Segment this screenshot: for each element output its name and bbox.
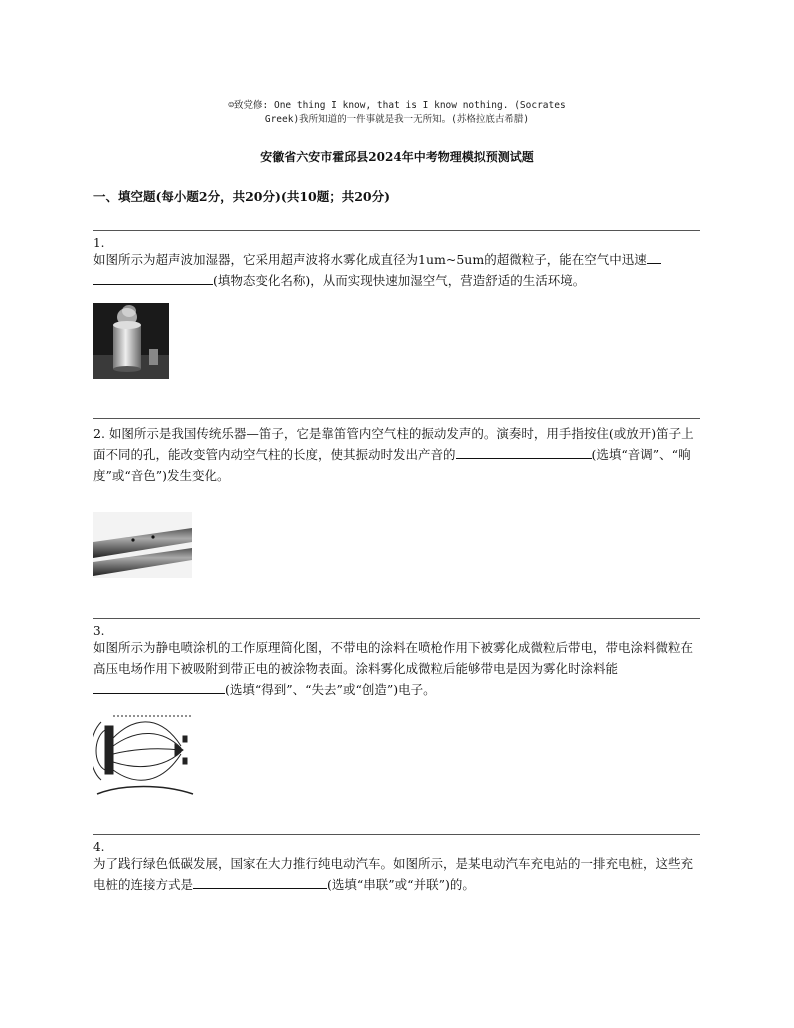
question-number: 3. (93, 624, 105, 638)
answer-blank[interactable] (93, 681, 225, 694)
question-text-after: (选填“串联”或“并联”)的。 (327, 877, 475, 892)
electrostatic-spray-diagram-icon (93, 708, 197, 798)
question-text-after: (选填“音调”、“响度”或“音色”)发生变化。 (93, 447, 691, 483)
flute-photo-icon (93, 512, 192, 578)
question-text-after: (填物态变化名称)，从而实现快速加湿空气，营造舒适的生活环境。 (213, 273, 586, 288)
question-text-after: (选填“得到”、“失去”或“创造”)电子。 (225, 682, 436, 697)
question-divider (93, 834, 700, 835)
question-4-text (93, 853, 701, 895)
section-heading: 一、填空题(每小题2分，共20分)(共10题；共20分) (93, 189, 391, 204)
answer-blank[interactable] (193, 876, 327, 889)
question-text-before: 如图所示是我国传统乐器—笛子，它是靠笛管内空气柱的振动发声的。演奏时，用手指按住(或放开)笛子上面不同的孔，能改变管内动空气柱的长度，使其振动时发出产音的 (93, 426, 694, 462)
question-divider (93, 230, 700, 231)
humidifier-photo-icon (93, 303, 169, 379)
motto-line-1: ☺致党修: One thing I know, that is I know nothing. (Socrates (228, 100, 566, 111)
question-1-text (93, 249, 701, 291)
question-number: 1. (93, 236, 105, 250)
question-text-before: 为了践行绿色低碳发展，国家在大力推行纯电动汽车。如图所示，是某电动汽车充电站的一排充电桩，这些充电桩的连接方式是 (93, 856, 694, 892)
question-text-before: 如图所示为超声波加湿器，它采用超声波将水雾化成直径为1um~5um的超微粒子，能在空气中迅速 (93, 252, 647, 267)
page-title: 安徽省六安市霍邱县2024年中考物理模拟预测试题 (260, 150, 534, 164)
question-divider (93, 418, 700, 419)
answer-blank[interactable] (456, 446, 592, 459)
answer-blank[interactable] (647, 251, 661, 264)
question-text-before: 如图所示为静电喷涂机的工作原理简化图，不带电的涂料在喷枪作用下被雾化成微粒后带电，带电涂料微粒在高压电场作用下被吸附到带正电的被涂物表面。涂料雾化成微粒后能够带电是因为雾化时涂料能 (93, 640, 694, 676)
question-number: 4. (93, 840, 105, 854)
question-divider (93, 618, 700, 619)
question-2-text (93, 423, 701, 486)
question-number: 2. (93, 426, 105, 441)
question-3-text (93, 637, 701, 700)
motto-line-2: Greek)我所知道的一件事就是我一无所知。(苏格拉底古希腊) (264, 114, 530, 125)
answer-blank[interactable] (93, 272, 213, 285)
